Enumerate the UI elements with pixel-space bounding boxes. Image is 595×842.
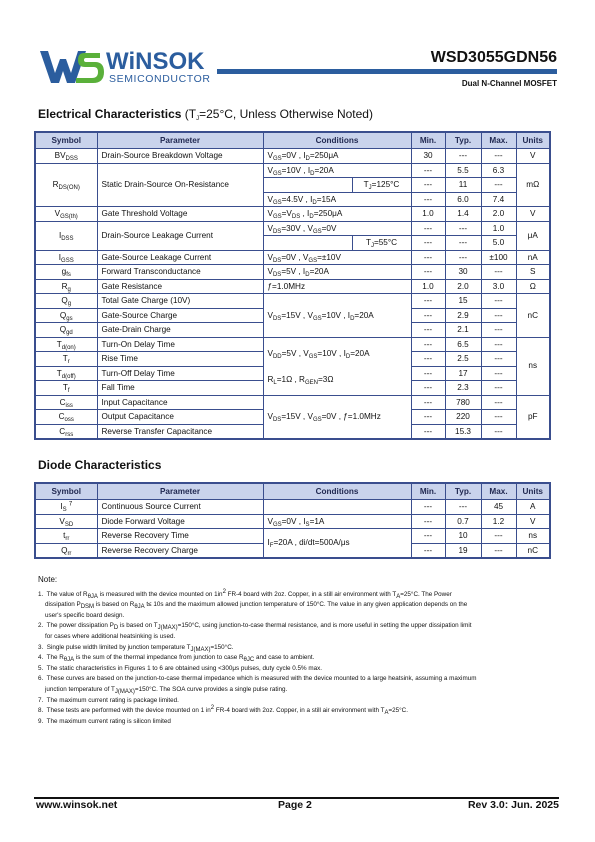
part-number: WSD3055GDN56 — [430, 49, 557, 66]
symbol-trr: $t_{rr}$ — [35, 529, 97, 544]
table-row: $I_{GSS}$ Gate-Source Leakage Current $V_{DS}=0V$ , $V_{GS}=\pm 10V$ --- --- ±100 nA — [35, 250, 550, 265]
condition: $I_F=20A$ , di/dt=500A/μs — [263, 529, 411, 559]
note-6: 6. These curves are based on the junction-to-case thermal impedance which is measured with the device mounted to a large heatsink, assuming a maximum junction temperature of $T_{J(MAX)}=150^\circ C$. The SOA curve provides a single pulse rating. — [38, 675, 477, 695]
condition: $T_J=55^\circ C$ — [263, 236, 411, 251]
table-row: $t_{rr}$ Reverse Recovery Time $I_F=20A$ , di/dt=500A/μs --- 10 --- ns — [35, 529, 550, 544]
table-row: $T_J=55^\circ C$ --- --- 5.0 — [35, 236, 550, 251]
table-row: $T_{d(on)}$ Turn-On Delay Time $V_{DD}=5V$ , $V_{GS}=10V$ , $I_D=20A$ $R_L=1\Omega$ , $R_{GEN}=3\Omega$ --- 6.5 --- ns — [35, 337, 550, 352]
table-row: $I_S$ $^7$ Continuous Source Current --- --- 45 A — [35, 500, 550, 515]
electrical-characteristics-table — [34, 131, 551, 440]
device-subtitle: Dual N-Channel MOSFET — [461, 79, 557, 88]
symbol-igss: $I_{GSS}$ — [35, 250, 97, 265]
symbol-qgd: $Q_{gd}$ — [35, 323, 97, 338]
condition: $T_J=125^\circ C$ — [263, 178, 411, 193]
table-row: $Q_{rr}$ Reverse Recovery Charge --- 19 --- nC — [35, 543, 550, 558]
col-typ: Typ. — [445, 132, 481, 149]
notes-title: Note: — [38, 575, 58, 584]
symbol-is: $I_S$ $^7$ — [35, 500, 97, 515]
symbol-qgs: $Q_{gs}$ — [35, 308, 97, 323]
note-5: 5. The static characteristics in Figures 1 to 6 are obtained using <300μs pulses, duty cycle 0.5% max. — [38, 664, 323, 672]
note-8: 8. These tests are performed with the device mounted on 1 $in^2$ FR-4 board with 2oz. Copper, in a still air environment with $T_A=25^\circ C$. — [38, 705, 408, 717]
table-row: $T_{d(off)}$ Turn-Off Delay Time --- 17 --- — [35, 366, 550, 381]
condition: $V_{DS}=15V$ , $V_{GS}=0V$ , ƒ=1.0MHz — [263, 395, 411, 439]
table-row: $V_{SD}$ Diode Forward Voltage $V_{GS}=0V$ , $I_S=1A$ --- 0.7 1.2 V — [35, 514, 550, 529]
notes-section — [38, 575, 558, 727]
footer-page-number: Page 2 — [278, 799, 312, 811]
table-row: $R_{DS(ON)}$ Static Drain-Source On-Resistance $V_{GS}=10V$ , $I_D=20A$ --- 5.5 6.3 mΩ — [35, 163, 550, 178]
col-max: Max. — [481, 132, 516, 149]
condition: $V_{GS}=4.5V$ , $I_D=15A$ — [263, 192, 411, 207]
header-accent-bar — [217, 69, 557, 74]
symbol-tdoff: $T_{d(off)}$ — [35, 366, 97, 381]
table-row: $Q_{gd}$ Gate-Drain Charge --- 2.1 --- — [35, 323, 550, 338]
col-symbol: Symbol — [35, 132, 97, 149]
col-min: Min. — [411, 132, 445, 149]
electrical-title: Electrical Characteristics — [38, 107, 182, 121]
table-row: $I_{DSS}$ Drain-Source Leakage Current $V_{DS}=30V$ , $V_{GS}=0V$ --- --- 1.0 μA — [35, 221, 550, 236]
electrical-condition: ($T_J=25^\circ C$, Unless Otherwise Noted) — [184, 107, 373, 122]
table-row: $V_{GS(th)}$ Gate Threshold Voltage $V_{GS}=V_{DS}$ , $I_D=250\mu A$ 1.0 1.4 2.0 V — [35, 207, 550, 222]
symbol-vsd: $V_{SD}$ — [35, 514, 97, 529]
note-9: 9. The maximum current rating is silicon limited — [38, 717, 171, 725]
table-row: $T_J=125^\circ C$ --- 11 --- — [35, 178, 550, 193]
symbol-coss: $C_{oss}$ — [35, 410, 97, 425]
table-header-row: Symbol Parameter Conditions Min. Typ. Max. Units — [35, 483, 550, 500]
symbol-rdson: $R_{DS(ON)}$ — [35, 163, 97, 207]
symbol-bvdss: $BV_{DSS}$ — [35, 149, 97, 164]
note-4: 4. The $R_{\theta JA}$ is the sum of the thermal impedance from junction to case $R_{\theta JC}$ and case to ambient. — [38, 654, 315, 664]
winsok-logo — [38, 45, 218, 85]
symbol-idss: $I_{DSS}$ — [35, 221, 97, 250]
note-2: 2. The power dissipation $P_D$ is based on $T_{J(MAX)}=150^\circ C$, using junction-to-case thermal resistance, and is more useful in setting the upper dissipation limit for cases where additional heatsinking is used. — [38, 622, 472, 640]
table-row: $C_{oss}$ Output Capacitance --- 220 --- — [35, 410, 550, 425]
table-row: $C_{iss}$ Input Capacitance $V_{DS}=15V$ , $V_{GS}=0V$ , ƒ=1.0MHz --- 780 --- pF — [35, 395, 550, 410]
table-row: $C_{rss}$ Reverse Transfer Capacitance --- 15.3 --- — [35, 424, 550, 439]
condition: $V_{DS}=5V$ , $I_D=20A$ — [263, 265, 411, 280]
condition: $V_{DS}=15V$ , $V_{GS}=10V$ , $I_D=20A$ — [263, 294, 411, 338]
note-7: 7. The maximum current rating is package limited. — [38, 696, 179, 704]
condition: $V_{DS}=30V$ , $V_{GS}=0V$ — [263, 221, 411, 236]
footer-website-link[interactable]: www.winsok.net — [36, 799, 118, 811]
symbol-gfs: $g_{fs}$ — [35, 265, 97, 280]
symbol-tr: $T_r$ — [35, 352, 97, 367]
diode-section-title: Diode Characteristics — [38, 458, 162, 472]
condition: $V_{GS}=0V$ , $I_S=1A$ — [263, 514, 411, 529]
table-row: $V_{GS}=4.5V$ , $I_D=15A$ --- 6.0 7.4 — [35, 192, 550, 207]
symbol-ciss: $C_{iss}$ — [35, 395, 97, 410]
condition: $V_{GS}=V_{DS}$ , $I_D=250\mu A$ — [263, 207, 411, 222]
brand-subtitle: SEMICONDUCTOR — [109, 73, 211, 85]
table-row: $Q_{gs}$ Gate-Source Charge --- 2.9 --- — [35, 308, 550, 323]
symbol-qg: $Q_g$ — [35, 294, 97, 309]
symbol-tdon: $T_{d(on)}$ — [35, 337, 97, 352]
note-3: 3. Single pulse width limited by junction temperature $T_{J(MAX)}=150^\circ C$. — [38, 643, 234, 653]
table-row: $Q_g$ Total Gate Charge (10V) $V_{DS}=15V$ , $V_{GS}=10V$ , $I_D=20A$ --- 15 --- nC — [35, 294, 550, 309]
symbol-tf: $T_f$ — [35, 381, 97, 396]
condition: $V_{DS}=0V$ , $V_{GS}=\pm 10V$ — [263, 250, 411, 265]
note-1: 1. The value of $R_{\theta JA}$ is measured with the device mounted on $1in^2$ FR-4 board with 2oz. Copper, in a still air environment with $T_A=25^\circ C$. The Power dissipation $P_{DSM}$ is based on $R_{\theta JA}$ t≤ 10s and the maximum allowed junction temperature of 150°C. The value in any given application depends on the user's specific board design. — [38, 588, 468, 619]
symbol-crss: $C_{rss}$ — [35, 424, 97, 439]
electrical-section-title — [38, 107, 373, 121]
table-header-row — [35, 132, 550, 149]
col-conditions: Conditions — [263, 132, 411, 149]
footer-revision: Rev 3.0: Jun. 2025 — [467, 799, 559, 811]
col-parameter: Parameter — [97, 132, 263, 149]
winsok-logo-mark — [38, 45, 218, 85]
symbol-vgsth: $V_{GS(th)}$ — [35, 207, 97, 222]
condition: $V_{DD}=5V$ , $V_{GS}=10V$ , $I_D=20A$ $R_L=1\Omega$ , $R_{GEN}=3\Omega$ — [263, 337, 411, 395]
diode-characteristics-table — [34, 482, 551, 559]
symbol-rg: $R_g$ — [35, 279, 97, 294]
condition: $V_{GS}=10V$ , $I_D=20A$ — [263, 163, 411, 178]
condition: $V_{GS}=0V$ , $I_D=250\mu A$ — [263, 149, 411, 164]
table-row: $T_r$ Rise Time --- 2.5 --- — [35, 352, 550, 367]
table-row: $T_f$ Fall Time --- 2.3 --- — [35, 381, 550, 396]
table-row: $g_{fs}$ Forward Transconductance $V_{DS}=5V$ , $I_D=20A$ --- 30 --- S — [35, 265, 550, 280]
col-units: Units — [516, 132, 550, 149]
brand-name: WiNSOK — [106, 48, 205, 75]
symbol-qrr: $Q_{rr}$ — [35, 543, 97, 558]
table-row: $R_g$ Gate Resistance ƒ=1.0MHz 1.0 2.0 3.0 Ω — [35, 279, 550, 294]
table-row: $BV_{DSS}$ Drain-Source Breakdown Voltage $V_{GS}=0V$ , $I_D=250\mu A$ 30 --- --- V — [35, 149, 550, 164]
